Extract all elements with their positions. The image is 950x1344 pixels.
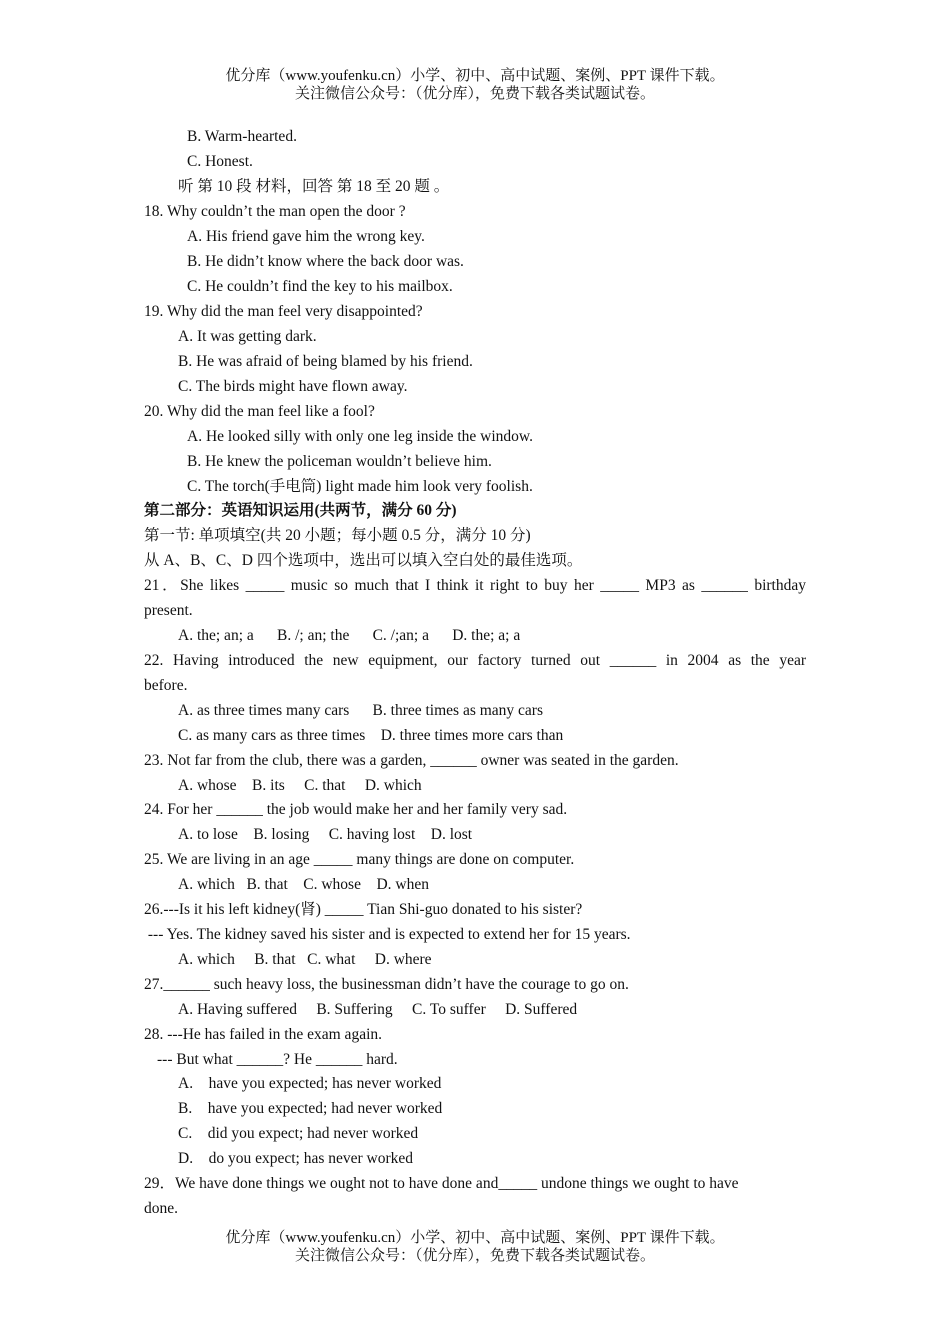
q20-option-c: C. The torch(手电筒) light made him look very foolish. <box>187 478 533 495</box>
q18-option-c: C. He couldn’t find the key to his mailbox. <box>187 278 453 295</box>
q18-option-a: A. His friend gave him the wrong key. <box>187 228 425 245</box>
header-line-1: 优分库（www.youfenku.cn）小学、初中、高中试题、案例、PPT 课件下载。 <box>225 68 725 84</box>
q20-option-b: B. He knew the policeman wouldn’t believe him. <box>187 453 492 470</box>
q18-option-b: B. He didn’t know where the back door was. <box>187 253 464 270</box>
q21-stem-line1: 21．She likes _____ music so much that I think it right to buy her _____ MP3 as ______ birthday <box>144 577 806 594</box>
q23-stem: 23. Not far from the club, there was a garden, ______ owner was seated in the garden. <box>144 752 679 769</box>
q28-option-a: A. have you expected; has never worked <box>178 1075 442 1092</box>
q29-stem-line2: done. <box>144 1200 179 1217</box>
q18-stem: 18. Why couldn’t the man open the door ? <box>144 203 406 220</box>
q26-stem-line2: --- Yes. The kidney saved his sister and is expected to extend her for 15 years. <box>144 926 631 943</box>
q29-stem-line1: 29．We have done things we ought not to have done and_____ undone things we ought to have <box>144 1175 739 1192</box>
q26-options: A. which B. that C. what D. where <box>178 951 432 968</box>
q24-options: A. to lose B. losing C. having lost D. lost <box>178 826 473 843</box>
page-footer <box>0 1229 950 1265</box>
q20-stem: 20. Why did the man feel like a fool? <box>144 403 375 420</box>
section10-instruction: 听 第 10 段 材料，回答 第 18 至 20 题 。 <box>178 178 450 195</box>
q26-stem-line1: 26.---Is it his left kidney(肾) _____ Tian Shi-guo donated to his sister? <box>144 901 583 918</box>
q21-stem-line2: present. <box>144 602 193 619</box>
q22-stem-line1: 22. Having introduced the new equipment, our factory turned out ______ in 2004 as the year <box>144 652 806 669</box>
q17-option-c: C. Honest. <box>187 153 253 170</box>
q24-stem: 24. For her ______ the job would make her and her family very sad. <box>144 801 568 818</box>
footer-line-1: 优分库（www.youfenku.cn）小学、初中、高中试题、案例、PPT 课件下载。 <box>225 1230 725 1246</box>
q23-options: A. whose B. its C. that D. which <box>178 777 422 794</box>
q22-options-line2: C. as many cars as three times D. three times more cars than <box>178 727 564 744</box>
q19-option-c: C. The birds might have flown away. <box>178 378 408 395</box>
header-line-2: 关注微信公众号：（优分库），免费下载各类试题试卷。 <box>294 86 655 102</box>
q19-option-a: A. It was getting dark. <box>178 328 317 345</box>
q28-option-c: C. did you expect; had never worked <box>178 1125 419 1142</box>
q27-stem: 27.______ such heavy loss, the businessman didn’t have the courage to go on. <box>144 976 629 993</box>
q28-stem-line2: --- But what ______? He ______ hard. <box>157 1051 398 1068</box>
page-header <box>0 67 950 103</box>
part2-instruction: 从 A、B、C、D 四个选项中，选出可以填入空白处的最佳选项。 <box>144 552 583 569</box>
q25-options: A. which B. that C. whose D. when <box>178 876 429 893</box>
q17-option-b: B. Warm-hearted. <box>187 128 297 145</box>
q28-option-b: B. have you expected; had never worked <box>178 1100 443 1117</box>
footer-line-2: 关注微信公众号：（优分库），免费下载各类试题试卷。 <box>294 1248 655 1264</box>
q21-options: A. the; an; a B. /; an; the C. /;an; a D. the; a; a <box>178 627 521 644</box>
q22-stem-line2: before. <box>144 677 188 694</box>
q20-option-a: A. He looked silly with only one leg inside the window. <box>187 428 533 445</box>
q25-stem: 25. We are living in an age _____ many things are done on computer. <box>144 851 575 868</box>
q27-options: A. Having suffered B. Suffering C. To suffer D. Suffered <box>178 1001 578 1018</box>
q22-options-line1: A. as three times many cars B. three times as many cars <box>178 702 543 719</box>
q19-stem: 19. Why did the man feel very disappointed? <box>144 303 423 320</box>
part2-section1: 第一节: 单项填空(共 20 小题；每小题 0.5 分，满分 10 分) <box>144 527 531 544</box>
q19-option-b: B. He was afraid of being blamed by his friend. <box>178 353 473 370</box>
q28-stem-line1: 28. ---He has failed in the exam again. <box>144 1026 383 1043</box>
part2-title: 第二部分：英语知识运用(共两节，满分 60 分) <box>144 502 457 519</box>
q28-option-d: D. do you expect; has never worked <box>178 1150 414 1167</box>
